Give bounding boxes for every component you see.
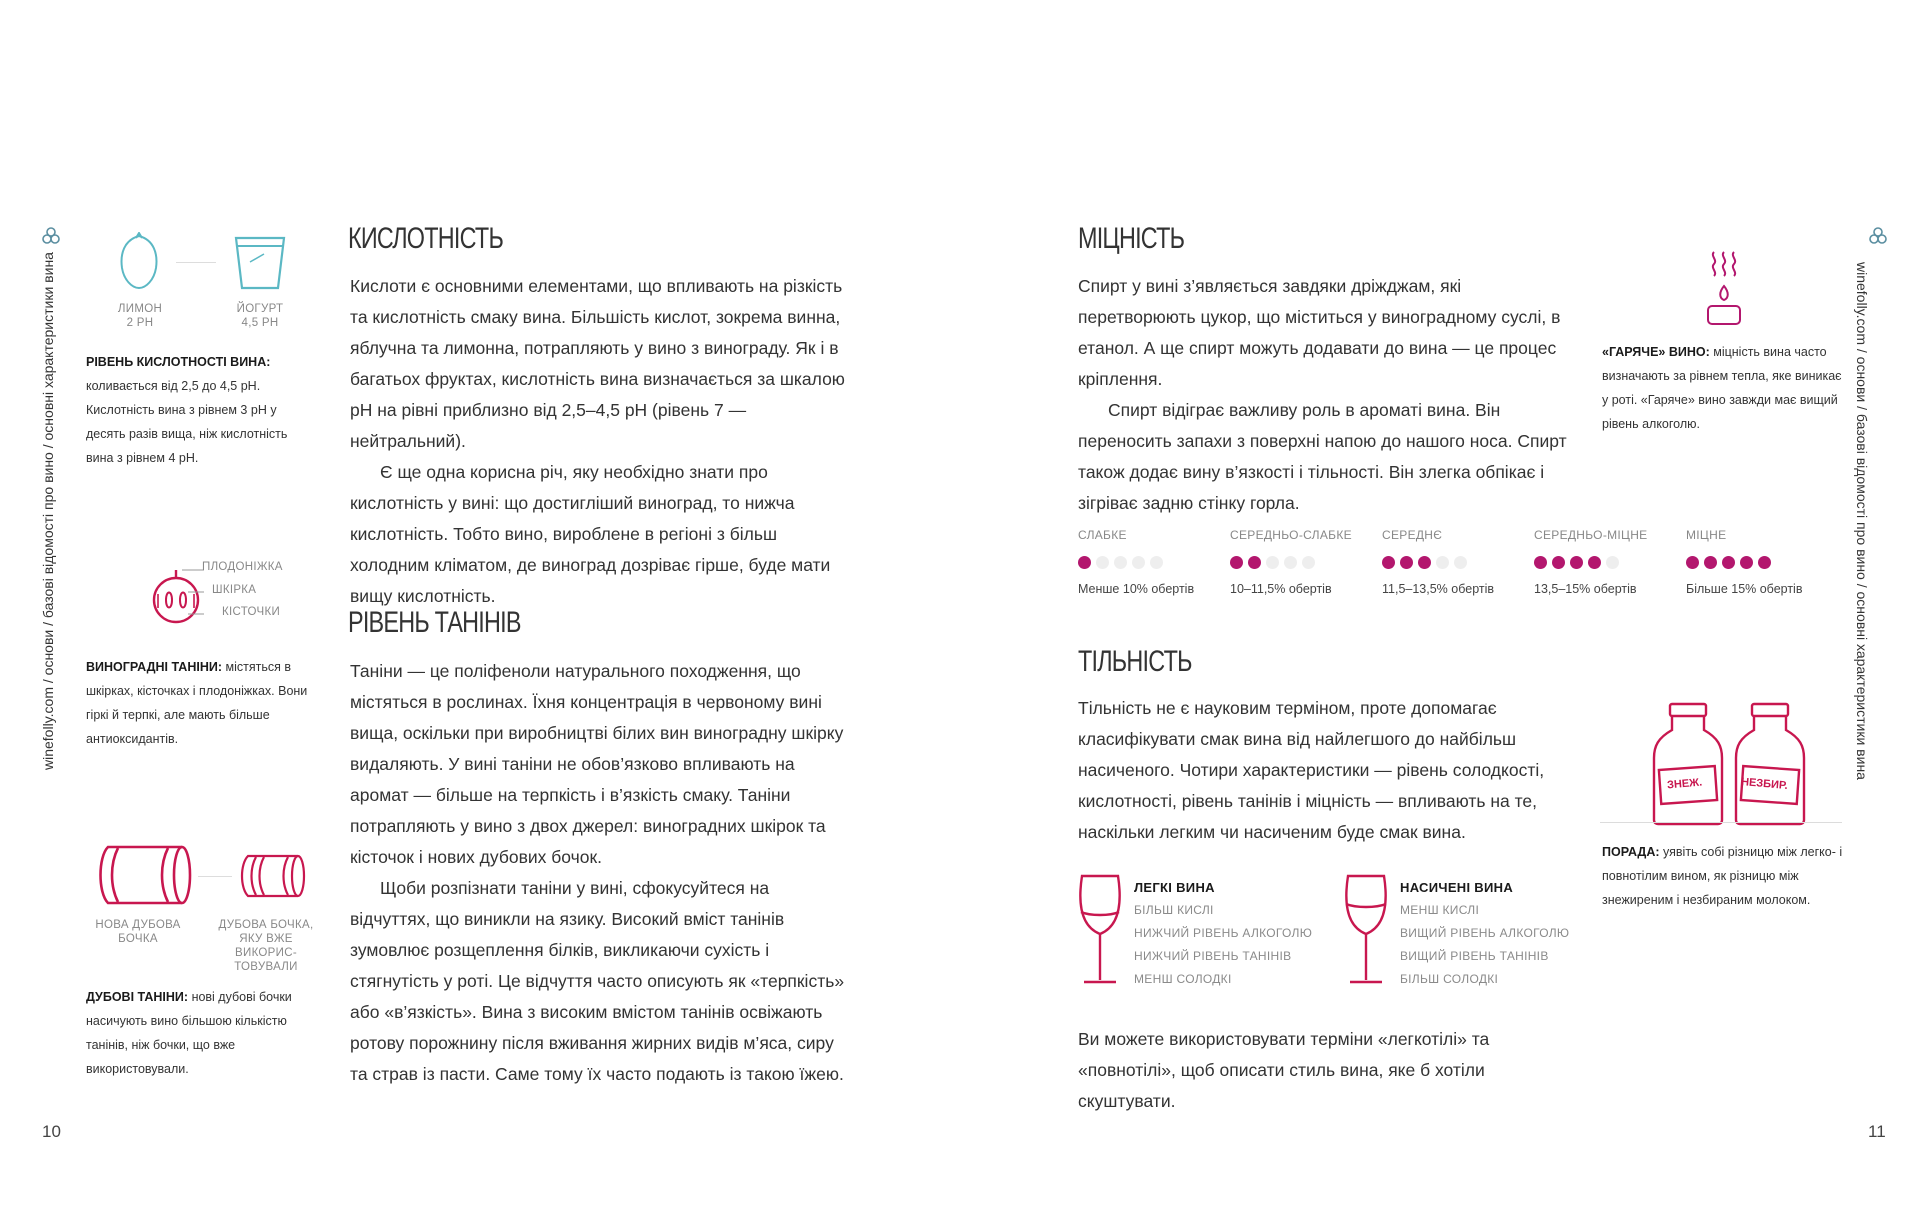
grape-label-skin: ШКІРКА xyxy=(212,584,257,596)
strength-dot-empty xyxy=(1266,556,1279,569)
acidity-heading: КИСЛОТНІСТЬ xyxy=(348,222,504,255)
grape-pointer-lines xyxy=(182,568,206,629)
acidity-paragraph-2: Є ще одна корисна річ, яку необхідно знати про кислотність у вині: що достигліший виноград, то нижча кислотність. Тобто вино, вироблене в регіоні з більш холодним кліматом, де виноград дозріває гірше, буде мати вищу кислотність. xyxy=(350,462,831,606)
body-closing-paragraph: Ви можете використовувати терміни «легкотілі» та «повнотілі», щоб описати стиль вина, яке б хотіли скуштувати. xyxy=(1078,1029,1490,1111)
connector-line xyxy=(198,876,232,877)
whole-milk-bottle-icon xyxy=(1732,702,1808,831)
grape-label-stem: ПЛОДОНІЖКА xyxy=(202,561,283,573)
strength-dot-filled xyxy=(1686,556,1699,569)
hot-wine-note: «ГАРЯЧЕ» ВИНО: міцність вина часто визначають за рівнем тепла, яке виникає у роті. «Гаряче» вино завжди має вищий рівень алкоголю. xyxy=(1602,345,1842,431)
strength-dot-empty xyxy=(1150,556,1163,569)
alcohol-body xyxy=(1078,271,1568,519)
strength-level xyxy=(1078,528,1228,596)
strength-dot-empty xyxy=(1454,556,1467,569)
strength-level xyxy=(1534,528,1684,596)
winefolly-logo-icon xyxy=(1868,226,1888,252)
full-wine-glass-icon xyxy=(1342,872,1390,993)
page-number-right: 11 xyxy=(1868,1122,1886,1141)
full-wines-list: НАСИЧЕНІ ВИНА МЕНШ КИСЛІ ВИЩИЙ РІВЕНЬ АЛКОГОЛЮ ВИЩИЙ РІВЕНЬ ТАНІНІВ БІЛЬШ СОЛОДКІ xyxy=(1400,880,1570,986)
new-barrel-icon xyxy=(96,842,192,913)
strength-dot-filled xyxy=(1418,556,1431,569)
strength-dot-filled xyxy=(1382,556,1395,569)
strength-dot-filled xyxy=(1758,556,1771,569)
tannins-body xyxy=(350,656,850,1090)
strength-level-name: СЕРЕДНЄ xyxy=(1382,528,1443,542)
yogurt-cup-icon xyxy=(232,232,288,297)
alcohol-heading: МІЦНІСТЬ xyxy=(1078,222,1185,255)
strength-dot-empty xyxy=(1302,556,1315,569)
strength-dot-empty xyxy=(1284,556,1297,569)
strength-range: Менше 10% обертів xyxy=(1078,582,1195,596)
oak-tannins-note: ДУБОВІ ТАНІНИ: нові дубові бочки насичують вино більшою кількістю танінів, ніж бочки, що вже використовували. xyxy=(86,990,292,1076)
new-barrel-caption: НОВА ДУБОВА БОЧКА xyxy=(95,919,181,945)
winefolly-logo-icon xyxy=(41,226,61,252)
alcohol-paragraph-1: Спирт у вині з’являється завдяки дріжджам, які перетворюють цукор, що міститься у виноградному суслі, в етанол. А ще спирт можуть додавати до вина — це процес кріплення. xyxy=(1078,276,1561,389)
alcohol-paragraph-2: Спирт відіграє важливу роль в ароматі вина. Він переносить запахи з поверхні напою до нашого носа. Спирт також додає вину в’язкості і тільності. Він злегка обпікає і зігріває задню стінку горла. xyxy=(1078,400,1567,513)
strength-dots xyxy=(1686,556,1836,570)
strength-dots xyxy=(1382,556,1532,570)
strength-dot-filled xyxy=(1588,556,1601,569)
tannins-heading: РІВЕНЬ ТАНІНІВ xyxy=(348,606,521,639)
strength-level xyxy=(1686,528,1836,596)
strength-level-name: МІЦНЕ xyxy=(1686,528,1727,542)
lemon-icon xyxy=(114,232,164,297)
strength-dot-filled xyxy=(1704,556,1717,569)
body-paragraph: Тільність не є науковим терміном, проте допомагає класифікувати смак вина від найлегшого до найбільш насиченого. Чотири характеристики — рівень солодкості, кислотності, рівень танінів і міцність — впливають на те, наскільки легким чи насиченим буде смак вина. xyxy=(1078,698,1545,842)
acidity-note: РІВЕНЬ КИСЛОТНОСТІ ВИНА: коливається від 2,5 до 4,5 pH. Кислотність вина з рівнем 3 pH у десять разів вища, ніж кислотність вина з рівнем 4 pH. xyxy=(86,355,288,465)
strength-dot-empty xyxy=(1132,556,1145,569)
used-barrel-icon xyxy=(238,852,306,905)
acidity-body xyxy=(350,271,850,612)
spine-text-right: winefolly.com / основи / базові відомості про вино / основні характеристики вина xyxy=(1854,262,1870,780)
strength-level-name: СЛАБКЕ xyxy=(1078,528,1127,542)
light-wines-list: ЛЕГКІ ВИНА БІЛЬШ КИСЛІ НИЖЧИЙ РІВЕНЬ АЛКОГОЛЮ НИЖЧИЙ РІВЕНЬ ТАНІНІВ МЕНШ СОЛОДКІ xyxy=(1134,880,1313,986)
grape-label-seeds: КІСТОЧКИ xyxy=(222,606,281,618)
strength-dots xyxy=(1534,556,1684,570)
bottle-baseline xyxy=(1600,822,1842,823)
strength-dots xyxy=(1230,556,1380,570)
strength-range: 11,5–13,5% обертів xyxy=(1382,582,1495,596)
grape-tannins-note: ВИНОГРАДНІ ТАНІНИ: містяться в шкірках, кісточках і плодоніжках. Вони гіркі й терпкі, але мають більше антиоксидантів. xyxy=(86,660,308,746)
yogurt-caption: ЙОГУРТ 4,5 PH xyxy=(236,303,284,329)
skim-milk-bottle-icon xyxy=(1650,702,1726,831)
body-heading: ТІЛЬНІСТЬ xyxy=(1078,645,1192,678)
strength-dot-filled xyxy=(1078,556,1091,569)
strength-dot-filled xyxy=(1570,556,1583,569)
strength-dots xyxy=(1078,556,1228,570)
strength-level xyxy=(1230,528,1380,596)
whole-bottle-label: НЕЗБИР. xyxy=(1740,775,1789,793)
tannins-paragraph-2: Щоби розпізнати таніни у вині, сфокусуйтеся на відчуттях, що виникли на язику. Високий вміст танінів зумовлює розщеплення білків, викликаючи сухість і стягнутість у роті. Це відчуття часто описують як «терпкість» або «в’язкість». Вина з високим вмістом танінів освіжають ротову порожнину після вживання жирних видів м’яса, сиру та страв із пасти. Саме тому їх часто подають із такою їжею. xyxy=(350,878,845,1084)
strength-dot-empty xyxy=(1436,556,1449,569)
light-wine-glass-icon xyxy=(1076,872,1124,993)
acidity-paragraph-1: Кислоти є основними елементами, що впливають на різкість та кислотність смаку вина. Більшість кислот, зокрема винна, яблучна та лимонна, потрапляють у вино з винограду. Як і в багатьох фруктах, кислотність вина визначається за шкалою pH на рівні приблизно від 2,5–4,5 pH (рівень 7 — нейтральний). xyxy=(350,276,845,451)
lemon-caption: ЛИМОН 2 PH xyxy=(117,303,163,329)
used-barrel-caption: ДУБОВА БОЧКА, ЯКУ ВЖЕ ВИКОРИС-ТОВУВАЛИ xyxy=(218,919,314,973)
skim-bottle-label: ЗНЕЖ. xyxy=(1666,776,1703,792)
strength-range: Більше 15% обертів xyxy=(1686,582,1803,596)
strength-range: 13,5–15% обертів xyxy=(1534,582,1637,596)
strength-range: 10–11,5% обертів xyxy=(1230,582,1332,596)
strength-level-name: СЕРЕДНЬО-СЛАБКЕ xyxy=(1230,528,1352,542)
candle-heat-icon xyxy=(1702,250,1746,333)
strength-level xyxy=(1382,528,1532,596)
strength-dot-filled xyxy=(1552,556,1565,569)
page-number-left: 10 xyxy=(42,1122,61,1141)
strength-level-name: СЕРЕДНЬО-МІЦНЕ xyxy=(1534,528,1648,542)
strength-dot-empty xyxy=(1096,556,1109,569)
strength-dot-empty xyxy=(1114,556,1127,569)
tip-note: ПОРАДА: уявіть собі різницю між легко- і повнотілим вином, як різницю між знежиреним і незбираним молоком. xyxy=(1602,845,1843,907)
strength-dot-empty xyxy=(1606,556,1619,569)
strength-dot-filled xyxy=(1534,556,1547,569)
spine-text-left: winefolly.com / основи / базові відомості про вино / основні характеристики вина xyxy=(40,252,56,770)
strength-dot-filled xyxy=(1740,556,1753,569)
tannins-paragraph-1: Таніни — це поліфеноли натурального походження, що містяться в рослинах. Їхня концентрація в червоному вині вища, оскільки при виробництві білих вин виноградну шкірку видаляють. У вині таніни не обов’язково впливають на аромат — більше на терпкість і в’язкість смаку. Таніни потрапляють у вино з двох джерел: виноградних шкірок та кісточок і нових дубових бочок. xyxy=(350,661,844,867)
connector-line xyxy=(176,262,216,263)
strength-dot-filled xyxy=(1722,556,1735,569)
strength-dot-filled xyxy=(1248,556,1261,569)
strength-dot-filled xyxy=(1230,556,1243,569)
strength-dot-filled xyxy=(1400,556,1413,569)
